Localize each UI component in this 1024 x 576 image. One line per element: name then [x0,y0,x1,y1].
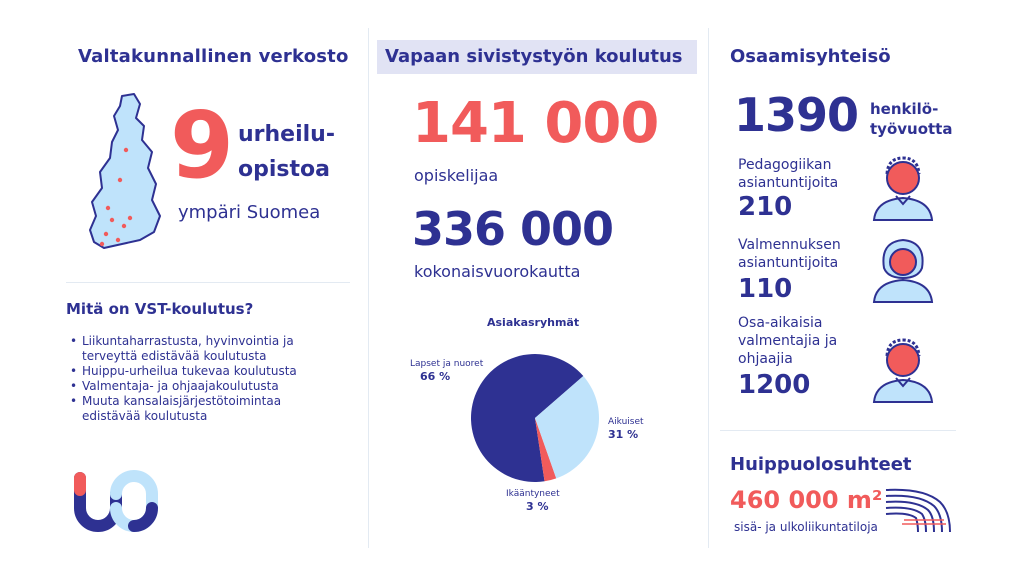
students-label: opiskelijaa [414,166,499,185]
section-divider [720,430,956,431]
person-years-label2: työvuotta [870,120,953,138]
logo [70,468,160,534]
slice-label-elderly: Ikääntyneet [506,489,560,499]
days-label: kokonaisvuorokautta [414,262,581,281]
group-label: Pedagogiikan [738,157,832,173]
chart-title: Asiakasryhmät [487,316,580,329]
network-heading: Valtakunnallinen verkosto [78,46,349,67]
group-label: valmentajia ja [738,333,838,349]
list-item: • Valmentaja- ja ohjaajakoulutusta [70,379,360,394]
community-heading: Osaamisyhteisö [730,46,891,67]
list-item: • Huippu-urheilua tukevaa koulutusta [70,364,360,379]
section-divider [66,282,350,283]
institutes-word2: opistoa [238,157,330,182]
list-item-continuation: edistävää koulutusta [82,409,208,423]
person-years-value: 1390 [734,88,859,142]
days-value: 336 000 [412,202,614,256]
person-years-label1: henkilö- [870,100,939,118]
slice-value-children: 66 % [420,370,451,383]
running-track-icon [884,484,954,534]
list-item: • Liikuntaharrastusta, hyvinvointia ja [70,334,360,349]
person-icon [868,152,938,222]
customer-groups-pie-chart [410,332,660,522]
institutes-count: 9 [170,92,235,199]
group-label: asiantuntijoita [738,255,839,271]
slice-value-adults: 31 % [608,428,639,441]
group-label: Valmennuksen [738,237,841,253]
group-value: 1200 [738,370,811,400]
list-item: • Muuta kansalaisjärjestötoimintaa [70,394,360,409]
group-value: 210 [738,192,793,222]
education-heading: Vapaan sivistystyön koulutus [385,46,683,67]
slice-value-elderly: 3 % [526,500,549,513]
vst-heading: Mitä on VST-koulutus? [66,300,254,318]
person-icon [868,334,938,404]
slice-label-children: Lapset ja nuoret [410,359,484,369]
vst-list [70,334,360,424]
group-label: asiantuntijoita [738,175,839,191]
finland-map-icon [82,92,172,252]
person-icon [868,234,938,304]
group-label: ohjaajia [738,351,793,367]
column-divider [708,28,709,548]
list-item-continuation: terveyttä edistävää koulutusta [82,349,267,363]
institutes-sub: ympäri Suomea [178,202,321,223]
facilities-label: sisä- ja ulkoliikuntatiloja [734,520,878,534]
column-divider [368,28,369,548]
group-label: Osa-aikaisia [738,315,823,331]
facilities-heading: Huippuolosuhteet [730,454,912,475]
facilities-value: 460 000 m² [730,486,883,514]
group-value: 110 [738,274,793,304]
slice-label-adults: Aikuiset [608,417,644,427]
institutes-word1: urheilu- [238,122,335,147]
students-value: 141 000 [412,91,659,156]
